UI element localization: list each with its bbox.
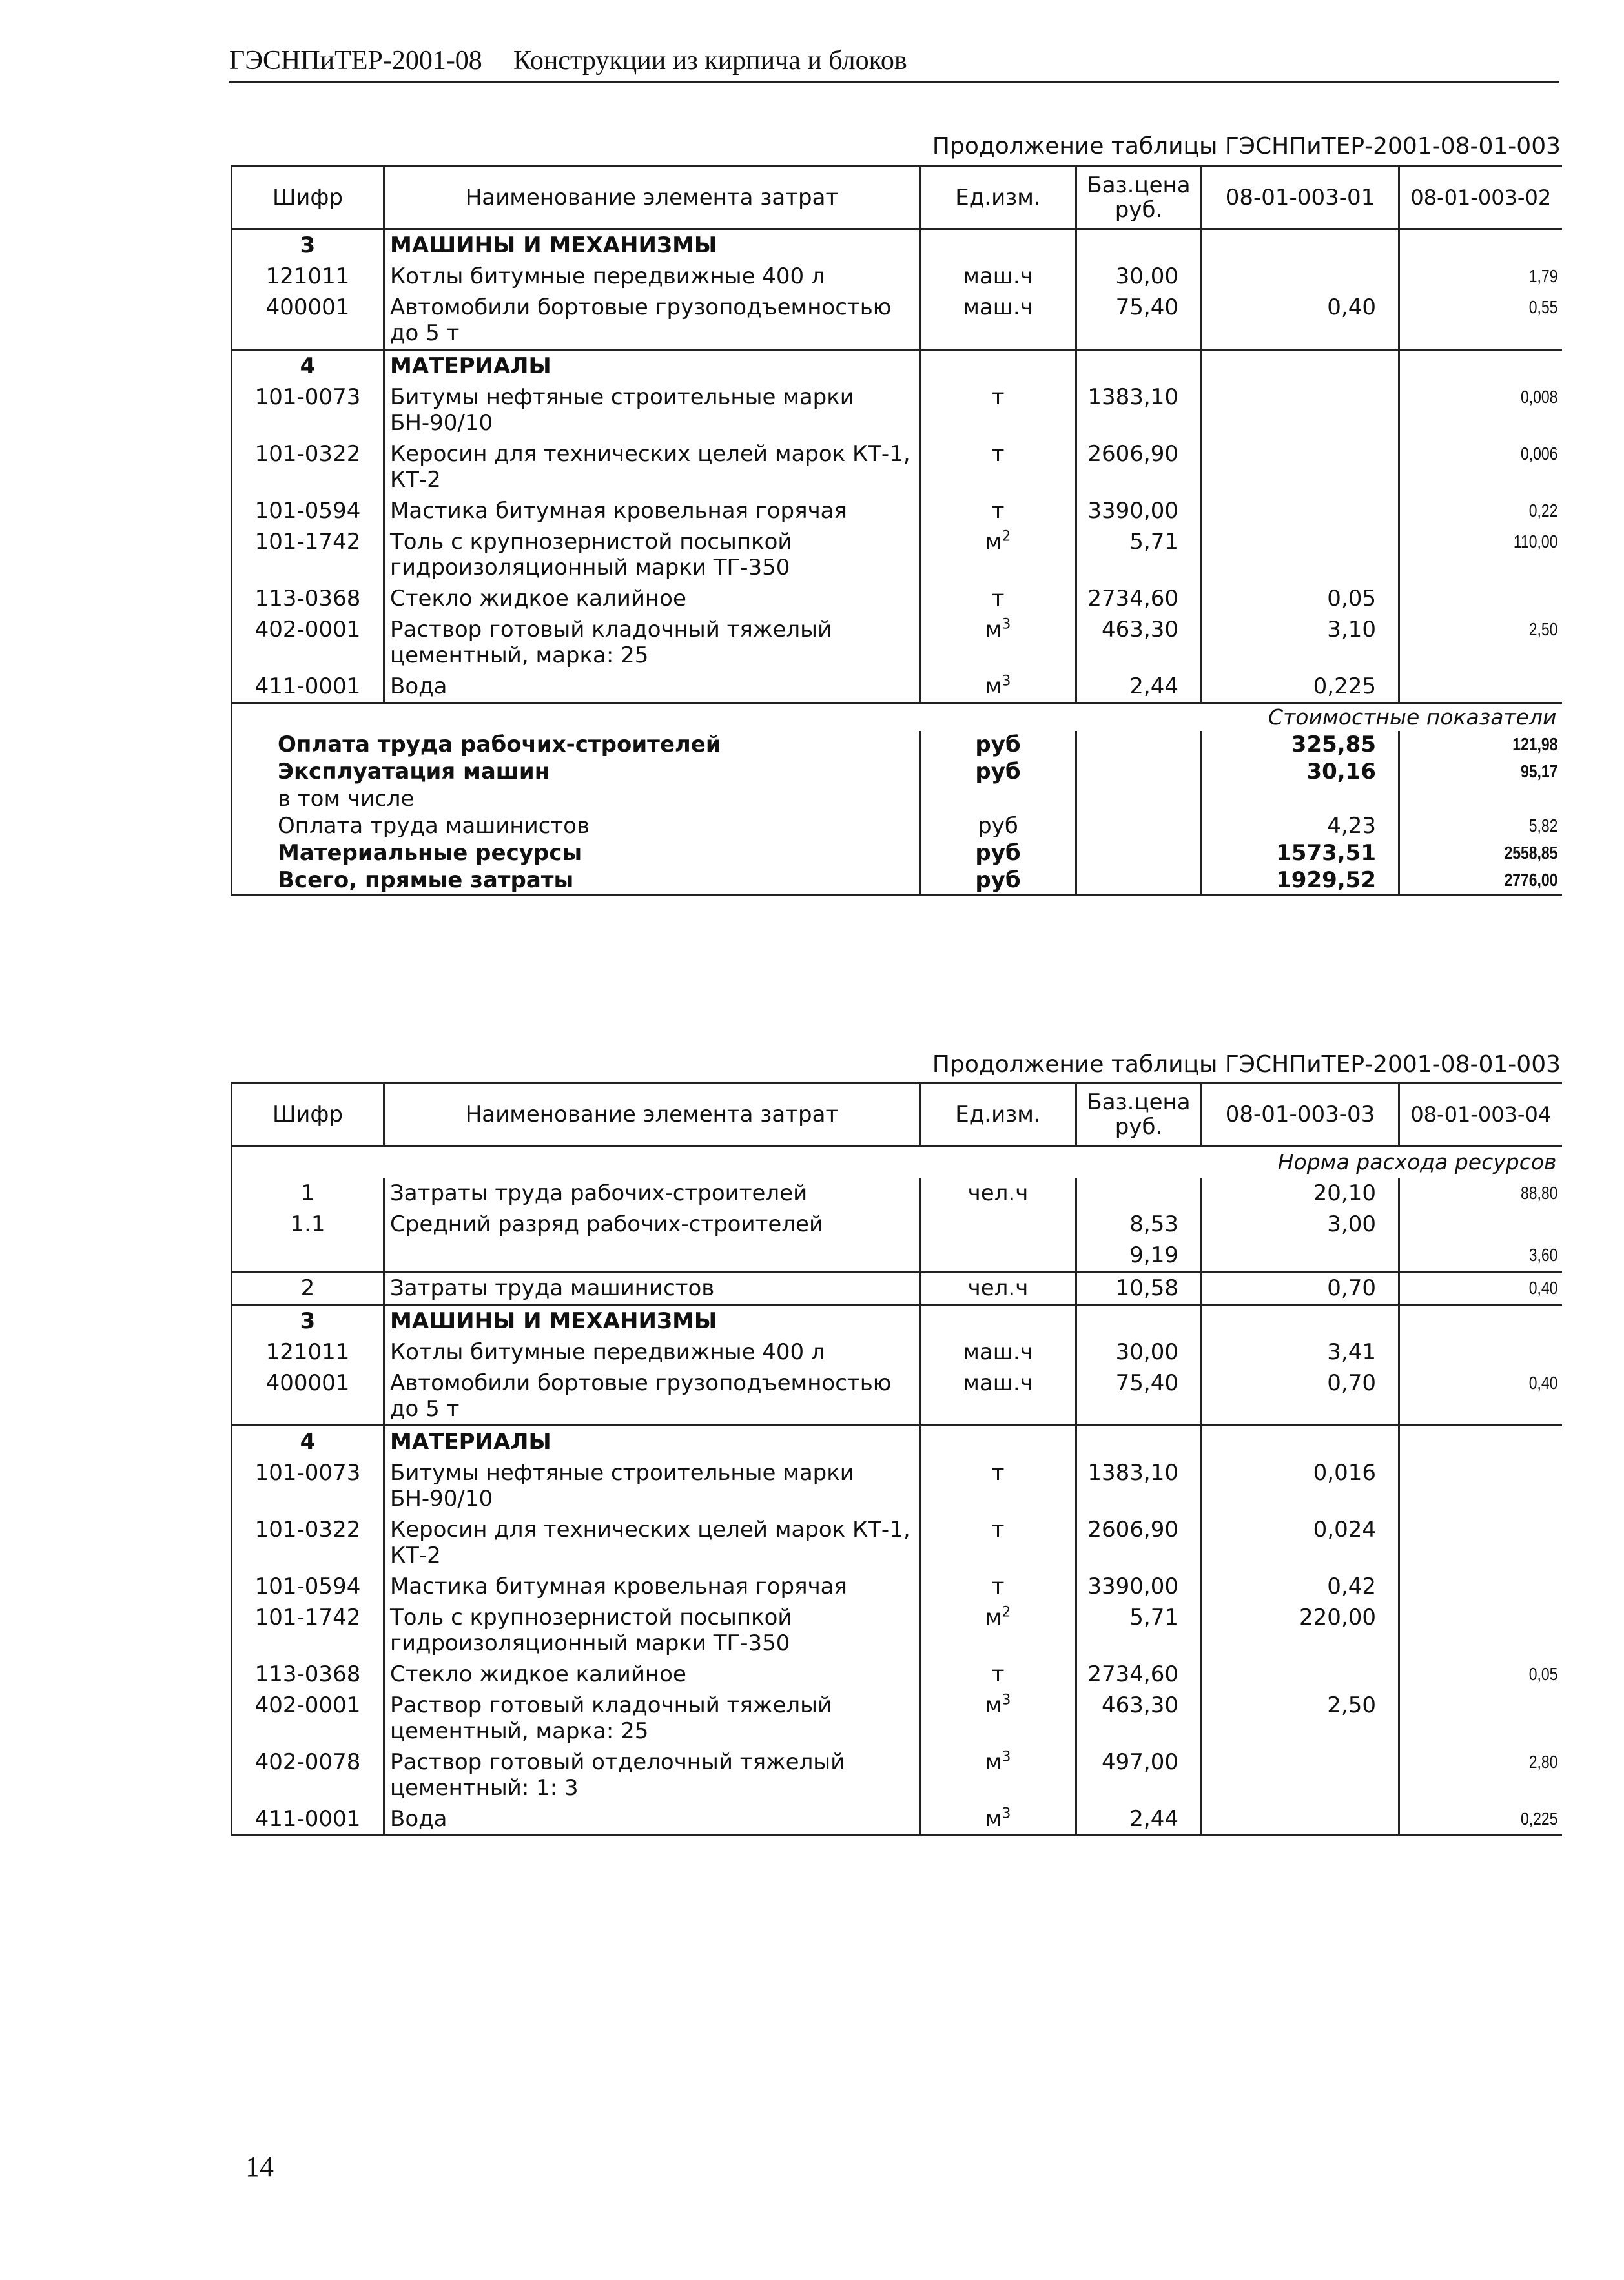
cell-price	[1076, 229, 1202, 262]
unit-text: м	[985, 617, 1002, 642]
table-row	[232, 526, 1562, 583]
unit-text: маш.ч	[963, 294, 1033, 320]
cell-code: 101-0594	[232, 495, 384, 526]
table-row	[232, 1240, 1562, 1272]
cell-value-a: 0,016	[1202, 1457, 1399, 1514]
cell-unit	[920, 1305, 1076, 1337]
table-row	[232, 1747, 1562, 1803]
unit-text: м	[985, 1749, 1002, 1775]
totals-empty	[1076, 839, 1202, 867]
cell-unit	[920, 350, 1076, 382]
cell-value-b	[1428, 1602, 1562, 1659]
cell-value-b: 88,80	[1520, 1183, 1557, 1203]
cell-name: Мастика битумная кровельная горячая	[384, 1571, 920, 1602]
cell-price: 10,58	[1076, 1272, 1202, 1305]
cell-unit	[920, 495, 1076, 526]
cell-code: 402-0001	[232, 1690, 384, 1747]
totals-value-a	[1202, 785, 1399, 812]
cell-value-a	[1202, 1240, 1399, 1272]
cell-code: 121011	[232, 261, 384, 292]
cell-value-b	[1428, 583, 1562, 614]
table-row	[232, 1426, 1562, 1458]
cell-name: Средний разряд рабочих-строителей	[384, 1209, 920, 1240]
cell-code: 3	[232, 229, 384, 262]
cell-code: 101-0322	[232, 438, 384, 495]
cell-name: Керосин для технических целей марок КТ-1, КТ-2	[384, 438, 920, 495]
cell-unit	[920, 614, 1076, 671]
table2-body	[232, 1146, 1562, 1836]
col-b-header: 08-01-003-04	[1399, 1084, 1562, 1146]
cell-name: Раствор готовый кладочный тяжелый цементный, марка: 25	[384, 614, 920, 671]
cell-price: 2734,60	[1076, 1659, 1202, 1690]
cell-price: 2,44	[1076, 1803, 1202, 1836]
cell-name: МАШИНЫ И МЕХАНИЗМЫ	[384, 1305, 920, 1337]
cell-code: 400001	[232, 292, 384, 350]
cell-value-b: 0,40	[1428, 1272, 1562, 1305]
cell-price: 5,71	[1076, 1602, 1202, 1659]
cell-value-a: 0,225	[1202, 671, 1399, 703]
cell-value-b: 1,79	[1528, 266, 1557, 286]
table-row	[232, 495, 1562, 526]
unit-text: м	[985, 673, 1002, 699]
cell-price	[1076, 1178, 1202, 1209]
cell-value-a	[1202, 1305, 1399, 1337]
cell-code: 411-0001	[232, 1803, 384, 1836]
totals-row	[232, 812, 1562, 839]
unit-text: т	[991, 586, 1005, 611]
cell-name: Котлы битумные передвижные 400 л	[384, 261, 920, 292]
totals-value-b: 95,17	[1520, 761, 1557, 781]
cell-code: 402-0001	[232, 614, 384, 671]
totals-value-b	[1428, 785, 1562, 812]
table-row	[232, 1209, 1562, 1240]
cell-name: Толь с крупнозернистой посыпкой гидроизоляционный марки ТГ-350	[384, 526, 920, 583]
cell-name	[384, 1240, 920, 1272]
cell-code: 101-1742	[232, 1602, 384, 1659]
cell-value-b: 0,40	[1528, 1373, 1557, 1393]
cell-price: 463,30	[1076, 614, 1202, 671]
cell-code: 3	[232, 1305, 384, 1337]
unit-text: маш.ч	[963, 1339, 1033, 1365]
col-a-header: 08-01-003-03	[1202, 1084, 1399, 1146]
cell-value-a	[1202, 382, 1399, 438]
cell-price: 5,71	[1076, 526, 1202, 583]
table-row	[232, 1690, 1562, 1747]
cell-unit	[920, 382, 1076, 438]
cell-code: 4	[232, 350, 384, 382]
cell-code: 2	[232, 1272, 384, 1305]
totals-empty	[1076, 867, 1202, 895]
cell-value-a: 0,70	[1202, 1368, 1399, 1426]
unit-power: 2	[1002, 1604, 1011, 1621]
section-label: Стоимостные показатели	[232, 703, 1562, 732]
cell-price: 75,40	[1076, 1368, 1202, 1426]
table2	[231, 1082, 1562, 1836]
cell-name: МАТЕРИАЛЫ	[384, 1426, 920, 1458]
cell-code: 4	[232, 1426, 384, 1458]
totals-value-b: 2776,00	[1428, 867, 1562, 895]
table-row	[232, 1178, 1562, 1209]
cell-value-b	[1428, 1514, 1562, 1571]
cell-unit	[920, 1690, 1076, 1747]
cell-unit	[920, 1747, 1076, 1803]
table1-header-row	[232, 167, 1562, 229]
cell-value-b: 2,80	[1528, 1752, 1557, 1772]
cell-unit	[920, 1602, 1076, 1659]
unit-text: т	[991, 1460, 1005, 1486]
unit-text: т	[991, 498, 1005, 524]
unit-text: чел.ч	[967, 1180, 1029, 1206]
unit-text: маш.ч	[963, 1370, 1033, 1396]
totals-empty	[1076, 731, 1202, 758]
unit-text: т	[991, 384, 1005, 410]
table-row	[232, 583, 1562, 614]
cell-code: 101-0594	[232, 1571, 384, 1602]
cell-name: Керосин для технических целей марок КТ-1, КТ-2	[384, 1514, 920, 1571]
cell-value-a	[1202, 350, 1399, 382]
cell-unit	[920, 292, 1076, 350]
page-header	[229, 44, 1559, 83]
cell-unit	[920, 1368, 1076, 1426]
table-row	[232, 1272, 1562, 1305]
cell-value-a: 3,41	[1202, 1337, 1399, 1368]
cell-code: 411-0001	[232, 671, 384, 703]
cell-value-a: 0,024	[1202, 1514, 1399, 1571]
totals-unit: руб	[920, 867, 1076, 895]
cell-code: 121011	[232, 1337, 384, 1368]
cell-code: 400001	[232, 1368, 384, 1426]
cell-name: Вода	[384, 671, 920, 703]
table-row	[232, 292, 1562, 350]
cell-price: 497,00	[1076, 1747, 1202, 1803]
totals-unit	[920, 785, 1076, 812]
table-row	[232, 1514, 1562, 1571]
table-row	[232, 1368, 1562, 1426]
totals-empty	[1076, 785, 1202, 812]
table2-header-row	[232, 1084, 1562, 1146]
cell-unit	[920, 1514, 1076, 1571]
unit-text: м	[985, 1692, 1002, 1718]
totals-label: Всего, прямые затраты	[232, 867, 920, 895]
table1-body	[232, 229, 1562, 703]
cell-value-a: 2,50	[1202, 1690, 1399, 1747]
cell-value-b	[1428, 1690, 1562, 1747]
cell-value-b: 0,05	[1528, 1664, 1557, 1684]
cell-value-a: 0,42	[1202, 1571, 1399, 1602]
document-code: ГЭСНПиТЕР-2001-08	[229, 46, 482, 76]
section-label: Норма расхода ресурсов	[232, 1146, 1562, 1178]
unit-text: т	[991, 441, 1005, 467]
cell-value-a	[1202, 1803, 1399, 1836]
table-row	[232, 1803, 1562, 1836]
cell-code: 402-0078	[232, 1747, 384, 1803]
unit-text: т	[991, 1517, 1005, 1543]
totals-label: в том числе	[232, 785, 920, 812]
totals-label: Оплата труда рабочих-строителей	[232, 731, 920, 758]
totals-empty	[1076, 758, 1202, 785]
unit-power: 2	[1002, 528, 1011, 545]
unit-text: т	[991, 1661, 1005, 1687]
cell-name: Битумы нефтяные строительные марки БН-90/10	[384, 1457, 920, 1514]
cell-price: 2,44	[1076, 671, 1202, 703]
totals-label: Материальные ресурсы	[232, 839, 920, 867]
cell-name: Раствор готовый кладочный тяжелый цементный, марка: 25	[384, 1690, 920, 1747]
table-row	[232, 1659, 1562, 1690]
col-price-header: Баз.цена руб.	[1076, 1084, 1202, 1146]
cell-code: 101-0073	[232, 382, 384, 438]
section-row	[232, 703, 1562, 732]
totals-row	[232, 785, 1562, 812]
cell-value-b	[1428, 229, 1562, 262]
cell-value-b: 0,008	[1520, 387, 1557, 407]
cell-value-a	[1202, 1659, 1399, 1690]
totals-row	[232, 867, 1562, 895]
cell-price: 3390,00	[1076, 1571, 1202, 1602]
cell-price: 2734,60	[1076, 583, 1202, 614]
cell-value-b	[1428, 1426, 1562, 1458]
totals-unit: руб	[920, 812, 1076, 839]
cell-unit	[920, 1457, 1076, 1514]
cell-price: 30,00	[1076, 1337, 1202, 1368]
col-price-header: Баз.цена руб.	[1076, 167, 1202, 229]
cell-unit	[920, 438, 1076, 495]
cell-value-a	[1202, 438, 1399, 495]
cell-code: 1	[232, 1178, 384, 1209]
col-code-header: Шифр	[232, 1084, 384, 1146]
table-row	[232, 438, 1562, 495]
cell-unit	[920, 583, 1076, 614]
cell-price: 75,40	[1076, 292, 1202, 350]
table-row	[232, 671, 1562, 703]
cell-unit	[920, 1272, 1076, 1305]
unit-text: маш.ч	[963, 263, 1033, 289]
unit-text: чел.ч	[967, 1275, 1029, 1301]
cell-value-b: 2,50	[1528, 619, 1557, 639]
cell-value-b	[1428, 350, 1562, 382]
cell-name: Битумы нефтяные строительные марки БН-90/10	[384, 382, 920, 438]
totals-value-b: 121,98	[1512, 734, 1557, 754]
totals-value-a: 30,16	[1202, 758, 1399, 785]
cell-name: Затраты труда машинистов	[384, 1272, 920, 1305]
cell-price: 8,53	[1076, 1209, 1202, 1240]
cell-price: 1383,10	[1076, 1457, 1202, 1514]
cell-value-b	[1428, 1457, 1562, 1514]
cell-value-a	[1202, 261, 1399, 292]
cell-value-a: 20,10	[1202, 1178, 1399, 1209]
cell-unit	[920, 1337, 1076, 1368]
totals-value-a: 1929,52	[1202, 867, 1399, 895]
totals-empty	[1076, 812, 1202, 839]
cell-value-b	[1428, 671, 1562, 703]
cell-code	[232, 1240, 384, 1272]
table-row	[232, 614, 1562, 671]
cell-unit	[920, 1240, 1076, 1272]
cell-value-a	[1202, 1747, 1399, 1803]
cell-name: Стекло жидкое калийное	[384, 1659, 920, 1690]
cell-code: 113-0368	[232, 1659, 384, 1690]
cell-price: 30,00	[1076, 261, 1202, 292]
cell-unit	[920, 1178, 1076, 1209]
table-row	[232, 382, 1562, 438]
table-row	[232, 1337, 1562, 1368]
cell-name: Мастика битумная кровельная горячая	[384, 495, 920, 526]
page-number: 14	[245, 2151, 274, 2182]
cell-value-a	[1202, 526, 1399, 583]
cell-name: Автомобили бортовые грузоподъемностью до 5 т	[384, 292, 920, 350]
totals-value-a: 4,23	[1202, 812, 1399, 839]
cell-unit	[920, 1426, 1076, 1458]
cell-unit	[920, 1659, 1076, 1690]
cell-value-b: 0,225	[1428, 1803, 1562, 1836]
totals-row	[232, 758, 1562, 785]
cell-price	[1076, 1305, 1202, 1337]
col-b-header: 08-01-003-02	[1399, 167, 1562, 229]
cell-name: Раствор готовый отделочный тяжелый цементный: 1: 3	[384, 1747, 920, 1803]
cell-name: Затраты труда рабочих-строителей	[384, 1178, 920, 1209]
unit-text: т	[991, 1574, 1005, 1599]
cell-value-b: 3,60	[1528, 1245, 1557, 1265]
cell-name: Вода	[384, 1803, 920, 1836]
table-row	[232, 1305, 1562, 1337]
table-row	[232, 350, 1562, 382]
cell-price: 2606,90	[1076, 438, 1202, 495]
table-row	[232, 1571, 1562, 1602]
cell-unit	[920, 526, 1076, 583]
cell-price: 463,30	[1076, 1690, 1202, 1747]
cell-value-a: 220,00	[1202, 1602, 1399, 1659]
cell-code: 101-0322	[232, 1514, 384, 1571]
unit-power: 3	[1002, 616, 1011, 633]
cell-value-b	[1428, 1337, 1562, 1368]
unit-power: 3	[1002, 1692, 1011, 1709]
totals-value-a: 1573,51	[1202, 839, 1399, 867]
col-unit-header: Ед.изм.	[920, 1084, 1076, 1146]
table-row	[232, 261, 1562, 292]
cell-name: МАШИНЫ И МЕХАНИЗМЫ	[384, 229, 920, 262]
cell-price: 2606,90	[1076, 1514, 1202, 1571]
cell-name: Автомобили бортовые грузоподъемностью до 5 т	[384, 1368, 920, 1426]
cell-name: Котлы битумные передвижные 400 л	[384, 1337, 920, 1368]
cell-value-a: 0,40	[1202, 292, 1399, 350]
cell-unit	[920, 1209, 1076, 1240]
unit-power: 3	[1002, 1749, 1011, 1765]
cell-value-b: 0,55	[1528, 297, 1557, 317]
unit-text: м	[985, 529, 1002, 555]
cell-price: 1383,10	[1076, 382, 1202, 438]
table1-totals	[232, 703, 1562, 895]
cell-value-a: 0,05	[1202, 583, 1399, 614]
totals-value-b: 2558,85	[1503, 843, 1557, 863]
cell-value-b	[1428, 1305, 1562, 1337]
totals-unit: руб	[920, 731, 1076, 758]
col-name-header: Наименование элемента затрат	[384, 1084, 920, 1146]
cell-value-a	[1202, 495, 1399, 526]
totals-value-b: 5,82	[1528, 816, 1557, 836]
unit-power: 3	[1002, 1805, 1011, 1822]
cell-price	[1076, 1426, 1202, 1458]
unit-power: 3	[1002, 673, 1011, 690]
cell-value-b: 0,22	[1528, 500, 1557, 520]
totals-row	[232, 839, 1562, 867]
col-name-header: Наименование элемента затрат	[384, 167, 920, 229]
cell-value-a	[1202, 229, 1399, 262]
col-a-header: 08-01-003-01	[1202, 167, 1399, 229]
cell-name: Стекло жидкое калийное	[384, 583, 920, 614]
cell-price	[1076, 350, 1202, 382]
cell-unit	[920, 261, 1076, 292]
totals-unit: руб	[920, 758, 1076, 785]
totals-label: Эксплуатация машин	[232, 758, 920, 785]
cell-value-a	[1202, 1426, 1399, 1458]
cell-value-b: 0,006	[1520, 444, 1557, 464]
cell-value-b: 110,00	[1513, 531, 1557, 551]
cell-name: МАТЕРИАЛЫ	[384, 350, 920, 382]
cell-code: 1.1	[232, 1209, 384, 1240]
totals-unit: руб	[920, 839, 1076, 867]
cell-value-a: 3,00	[1202, 1209, 1399, 1240]
table-row	[232, 1457, 1562, 1514]
cell-price: 3390,00	[1076, 495, 1202, 526]
cell-value-b	[1428, 1209, 1562, 1240]
cell-unit	[920, 671, 1076, 703]
table1	[231, 165, 1562, 896]
cell-value-a: 3,10	[1202, 614, 1399, 671]
cell-value-a: 0,70	[1202, 1272, 1399, 1305]
totals-row	[232, 731, 1562, 758]
cell-unit	[920, 229, 1076, 262]
cell-code: 101-0073	[232, 1457, 384, 1514]
totals-value-a: 325,85	[1202, 731, 1399, 758]
section-row	[232, 1146, 1562, 1178]
cell-code: 113-0368	[232, 583, 384, 614]
cell-unit	[920, 1803, 1076, 1836]
table2-continuation: Продолжение таблицы ГЭСНПиТЕР-2001-08-01-003	[932, 1051, 1561, 1078]
unit-text: м	[985, 1605, 1002, 1630]
cell-unit	[920, 1571, 1076, 1602]
cell-code: 101-1742	[232, 526, 384, 583]
col-unit-header: Ед.изм.	[920, 167, 1076, 229]
table-row	[232, 229, 1562, 262]
col-code-header: Шифр	[232, 167, 384, 229]
cell-name: Толь с крупнозернистой посыпкой гидроизоляционный марки ТГ-350	[384, 1602, 920, 1659]
cell-value-b	[1428, 1571, 1562, 1602]
table1-continuation: Продолжение таблицы ГЭСНПиТЕР-2001-08-01-003	[932, 133, 1561, 159]
totals-label: Оплата труда машинистов	[232, 812, 920, 839]
table-row	[232, 1602, 1562, 1659]
document-title: Конструкции из кирпича и блоков	[513, 46, 907, 76]
unit-text: м	[985, 1806, 1002, 1832]
cell-price: 9,19	[1076, 1240, 1202, 1272]
